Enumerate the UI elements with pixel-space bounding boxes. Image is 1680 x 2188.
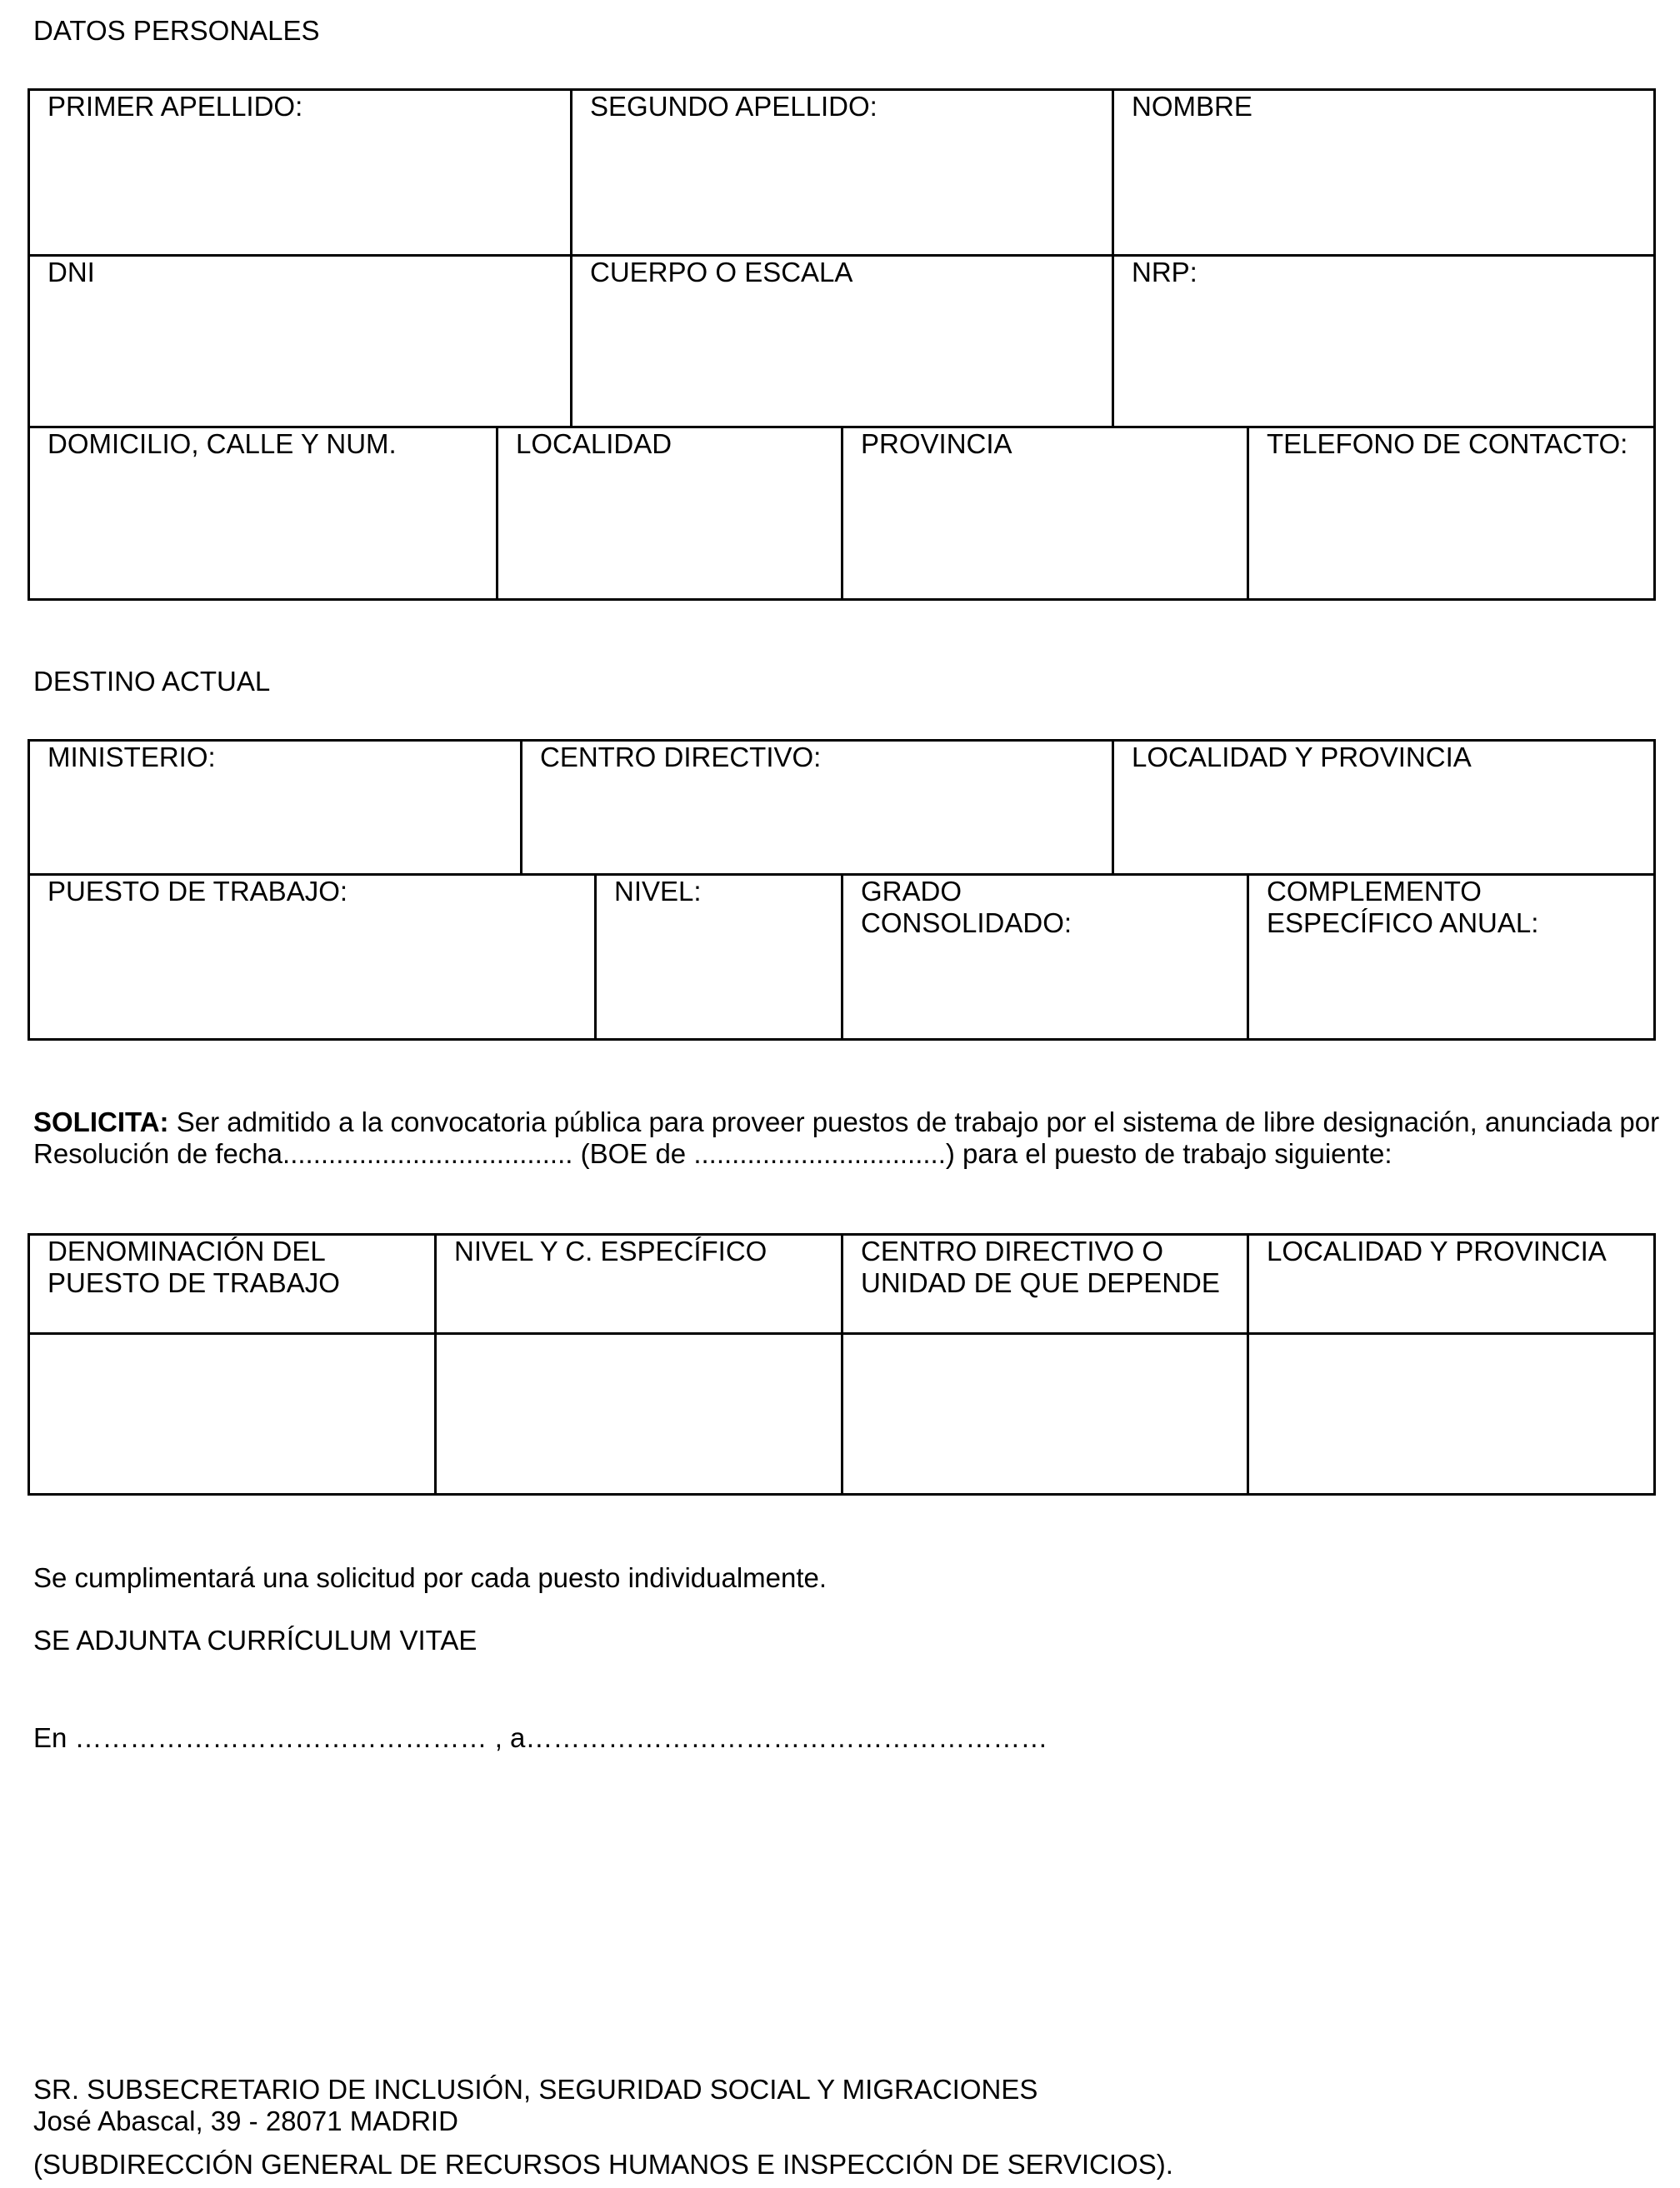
nombre-field[interactable] bbox=[1114, 91, 1653, 254]
header-nivel-especifico: NIVEL Y C. ESPECÍFICO bbox=[454, 1236, 768, 1266]
address-recipient: SR. SUBSECRETARIO DE INCLUSIÓN, SEGURIDAD SOCIAL Y MIGRACIONES bbox=[33, 2074, 1038, 2105]
solicita-text-line2: Resolución de fecha...................................... (BOE de .................................) para el puesto de trabajo siguiente: bbox=[33, 1138, 1392, 1169]
complemento-especifico-label: COMPLEMENTO ESPECÍFICO ANUAL: bbox=[1267, 876, 1539, 938]
signature-place-date-line[interactable]: En ……………………………………… , a………………………………………………… bbox=[33, 1722, 1048, 1753]
header-denominacion: DENOMINACIÓN DEL PUESTO DE TRABAJO bbox=[48, 1236, 340, 1298]
localidad-provincia-field[interactable] bbox=[1114, 742, 1653, 873]
segundo-apellido-label: SEGUNDO APELLIDO: bbox=[590, 91, 878, 122]
solicita-label: SOLICITA: bbox=[33, 1106, 169, 1137]
puesto-trabajo-field[interactable] bbox=[30, 876, 594, 1038]
primer-apellido-field[interactable] bbox=[30, 91, 570, 254]
solicita-text-line1: Ser admitido a la convocatoria pública para proveer puestos de trabajo por el sistema de libre designación, anunciada por bbox=[168, 1106, 1660, 1137]
cuerpo-escala-field[interactable] bbox=[572, 257, 1112, 426]
ministerio-label: MINISTERIO: bbox=[48, 742, 216, 772]
centro-directivo-input-cell[interactable] bbox=[843, 1335, 1247, 1493]
nivel-label: NIVEL: bbox=[614, 876, 702, 907]
nombre-label: NOMBRE bbox=[1132, 91, 1252, 122]
localidad-provincia-input-cell[interactable] bbox=[1249, 1335, 1653, 1493]
grado-consolidado-label: GRADO CONSOLIDADO: bbox=[861, 876, 1072, 938]
localidad-label: LOCALIDAD bbox=[516, 428, 672, 459]
cuerpo-escala-label: CUERPO O ESCALA bbox=[590, 257, 853, 287]
denominacion-input-cell[interactable] bbox=[30, 1335, 434, 1493]
section-heading-datos-personales: DATOS PERSONALES bbox=[33, 15, 320, 46]
telefono-label: TELEFONO DE CONTACTO: bbox=[1267, 428, 1628, 459]
segundo-apellido-field[interactable] bbox=[572, 91, 1112, 254]
provincia-label: PROVINCIA bbox=[861, 428, 1012, 459]
address-street: José Abascal, 39 - 28071 MADRID bbox=[33, 2106, 458, 2136]
centro-directivo-label: CENTRO DIRECTIVO: bbox=[540, 742, 822, 772]
address-department: (SUBDIRECCIÓN GENERAL DE RECURSOS HUMANOS E INSPECCIÓN DE SERVICIOS). bbox=[33, 2149, 1173, 2180]
provincia-field[interactable] bbox=[843, 428, 1247, 598]
header-centro-directivo: CENTRO DIRECTIVO O UNIDAD DE QUE DEPENDE bbox=[861, 1236, 1220, 1298]
localidad-provincia-label: LOCALIDAD Y PROVINCIA bbox=[1132, 742, 1472, 772]
localidad-field[interactable] bbox=[498, 428, 841, 598]
dni-label: DNI bbox=[48, 257, 95, 287]
primer-apellido-label: PRIMER APELLIDO: bbox=[48, 91, 303, 122]
nrp-label: NRP: bbox=[1132, 257, 1198, 287]
nrp-field[interactable] bbox=[1114, 257, 1653, 426]
centro-directivo-field[interactable] bbox=[522, 742, 1112, 873]
note-curriculum: SE ADJUNTA CURRÍCULUM VITAE bbox=[33, 1625, 478, 1656]
dni-field[interactable] bbox=[30, 257, 570, 426]
domicilio-field[interactable] bbox=[30, 428, 496, 598]
nivel-especifico-input-cell[interactable] bbox=[437, 1335, 841, 1493]
nivel-field[interactable] bbox=[597, 876, 841, 1038]
complemento-especifico-field[interactable] bbox=[1249, 876, 1653, 1038]
header-localidad-provincia: LOCALIDAD Y PROVINCIA bbox=[1267, 1236, 1607, 1266]
solicita-paragraph-line1 bbox=[33, 1106, 1659, 1138]
ministerio-field[interactable] bbox=[30, 742, 520, 873]
grado-consolidado-field[interactable] bbox=[843, 876, 1247, 1038]
note-individual: Se cumplimentará una solicitud por cada puesto individualmente. bbox=[33, 1562, 828, 1593]
puesto-trabajo-label: PUESTO DE TRABAJO: bbox=[48, 876, 348, 907]
section-heading-destino-actual: DESTINO ACTUAL bbox=[33, 666, 271, 697]
domicilio-label: DOMICILIO, CALLE Y NUM. bbox=[48, 428, 397, 459]
telefono-field[interactable] bbox=[1249, 428, 1653, 598]
